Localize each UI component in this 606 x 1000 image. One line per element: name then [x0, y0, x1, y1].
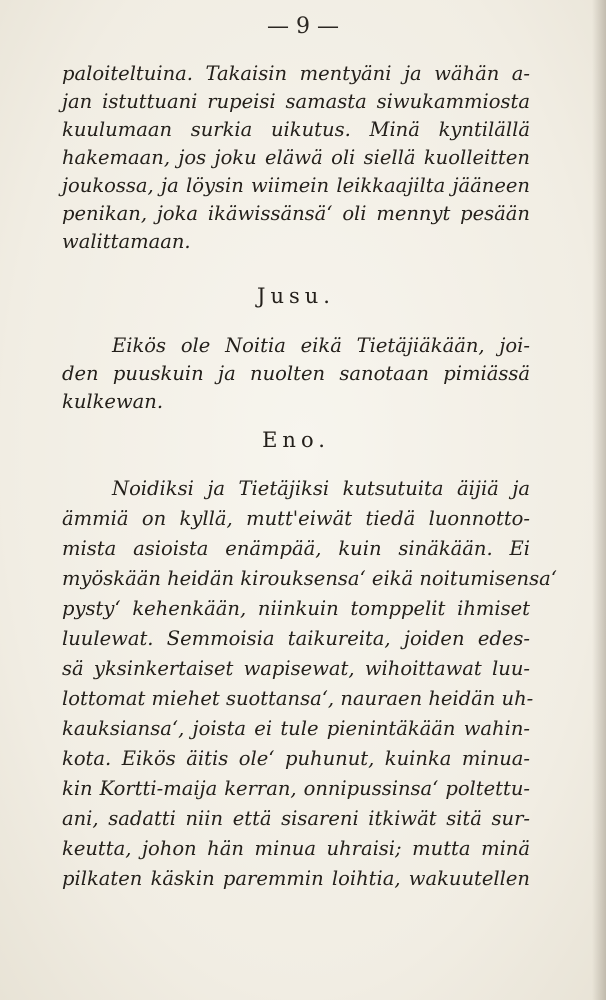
text-line: luulewat. Semmoisia taikureita, joiden edes-: [62, 627, 530, 650]
text-line: kin Kortti-maija kerran, onnipussinsa‘ poltettu-: [62, 777, 530, 800]
text-line: penikan, joka ikäwissänsä‘ oli mennyt pesään: [62, 202, 530, 225]
text-line: den puuskuin ja nuolten sanotaan pimiässä: [62, 362, 530, 385]
page-gutter-shadow: [592, 0, 606, 1000]
text-line: keutta, johon hän minua uhraisi; mutta minä: [62, 837, 530, 860]
text-line: kota. Eikös äitis ole‘ puhunut, kuinka minua-: [62, 747, 530, 770]
text-line: sä yksinkertaiset wapisewat, wihoittawat luu-: [62, 657, 530, 680]
text-line: paloiteltuina. Takaisin mentyäni ja wähän a-: [62, 62, 530, 85]
text-line: Noidiksi ja Tietäjiksi kutsutuita äijiä ja: [112, 477, 530, 500]
speaker-heading: Jusu.: [257, 284, 335, 308]
text-line: Eikös ole Noitia eikä Tietäjiäkään, joi-: [112, 334, 530, 357]
text-line: kuulumaan surkia uikutus. Minä kyntilällä: [62, 118, 530, 141]
text-line: hakemaan, jos joku eläwä oli siellä kuolleitten: [62, 146, 530, 169]
text-line: ämmiä on kyllä, mutt'eiwät tiedä luonnotto-: [62, 507, 530, 530]
text-line: pilkaten käskin paremmin loihtia, wakuutellen: [62, 867, 530, 890]
text-line: ani, sadatti niin että sisareni itkiwät sitä sur-: [62, 807, 530, 830]
text-line: jan istuttuani rupeisi samasta siwukammiosta: [62, 90, 530, 113]
text-line: lottomat miehet suottansa‘, nauraen heidän uh-: [62, 687, 534, 710]
text-line: kulkewan.: [62, 390, 164, 413]
text-line: kauksiansa‘, joista ei tule pienintäkään wahin-: [62, 717, 530, 740]
text-line: myöskään heidän kirouksensa‘ eikä noitumisensa‘: [62, 567, 557, 590]
text-line: pysty‘ kehenkään, niinkuin tomppelit ihmiset: [62, 597, 530, 620]
page-number: — 9 —: [267, 14, 339, 39]
speaker-heading: Eno.: [262, 428, 330, 452]
text-line: joukossa, ja löysin wiimein leikkaajilta jääneen: [62, 174, 530, 197]
text-line: walittamaan.: [62, 230, 191, 253]
text-line: mista asioista enämpää, kuin sinäkään. Ei: [62, 537, 530, 560]
